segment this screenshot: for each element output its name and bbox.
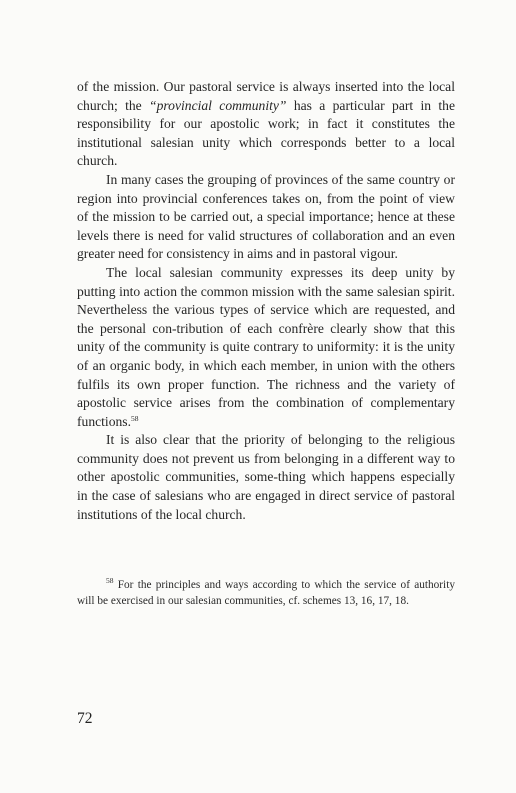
paragraph-4: It is also clear that the priority of belonging to the religious community does not prevent us from belonging in a different way to other apostolic communities, some-thing which happens especially in the case of salesians who are engaged in direct service of pastoral institutions of the local church. — [77, 432, 455, 522]
page-number: 72 — [77, 710, 93, 727]
footnote — [77, 578, 455, 609]
paragraph-3 — [77, 264, 455, 431]
paragraph-3-text: The local salesian community expresses its deep unity by putting into action the common mission with the same salesian spirit. Nevertheless the various types of service which are requested, and the personal con-tribution of each confrère clearly show that this unity of the community is quite contrary to uniformity: it is the unity of an organic body, in which each member, in union with the others fulfils its own proper function. The richness and the variety of apostolic service arises from the combination of complementary functions. — [77, 264, 455, 429]
footnote-marker: 58 — [106, 576, 114, 585]
paragraph-1 — [77, 78, 455, 171]
body-text — [77, 78, 455, 524]
footnote-body — [77, 578, 455, 609]
paragraph-1-emphasis: “provincial community” — [149, 97, 287, 113]
paragraph-1-text-a: of the mission. Our pastoral service is always inserted into the local church; the — [77, 79, 455, 113]
footnote-reference: 58 — [131, 413, 139, 423]
paragraph-1-text-b: has a particular part in the responsibility for our apostolic work; in fact it constitutes the institutional salesian unity which corresponds better to a local church. — [77, 97, 455, 169]
footnote-text: For the principles and ways according to which the service of authority will be exercised in our salesian communities, cf. schemes 13, 16, 17, 18. — [77, 579, 455, 607]
paragraph-2: In many cases the grouping of provinces of the same country or region into provincial conferences takes on, from the point of view of the mission to be carried out, a special importance; hence at these levels there is need for valid structures of collaboration and an even greater need for consistency in aims and in pastoral vigour. — [77, 171, 455, 262]
